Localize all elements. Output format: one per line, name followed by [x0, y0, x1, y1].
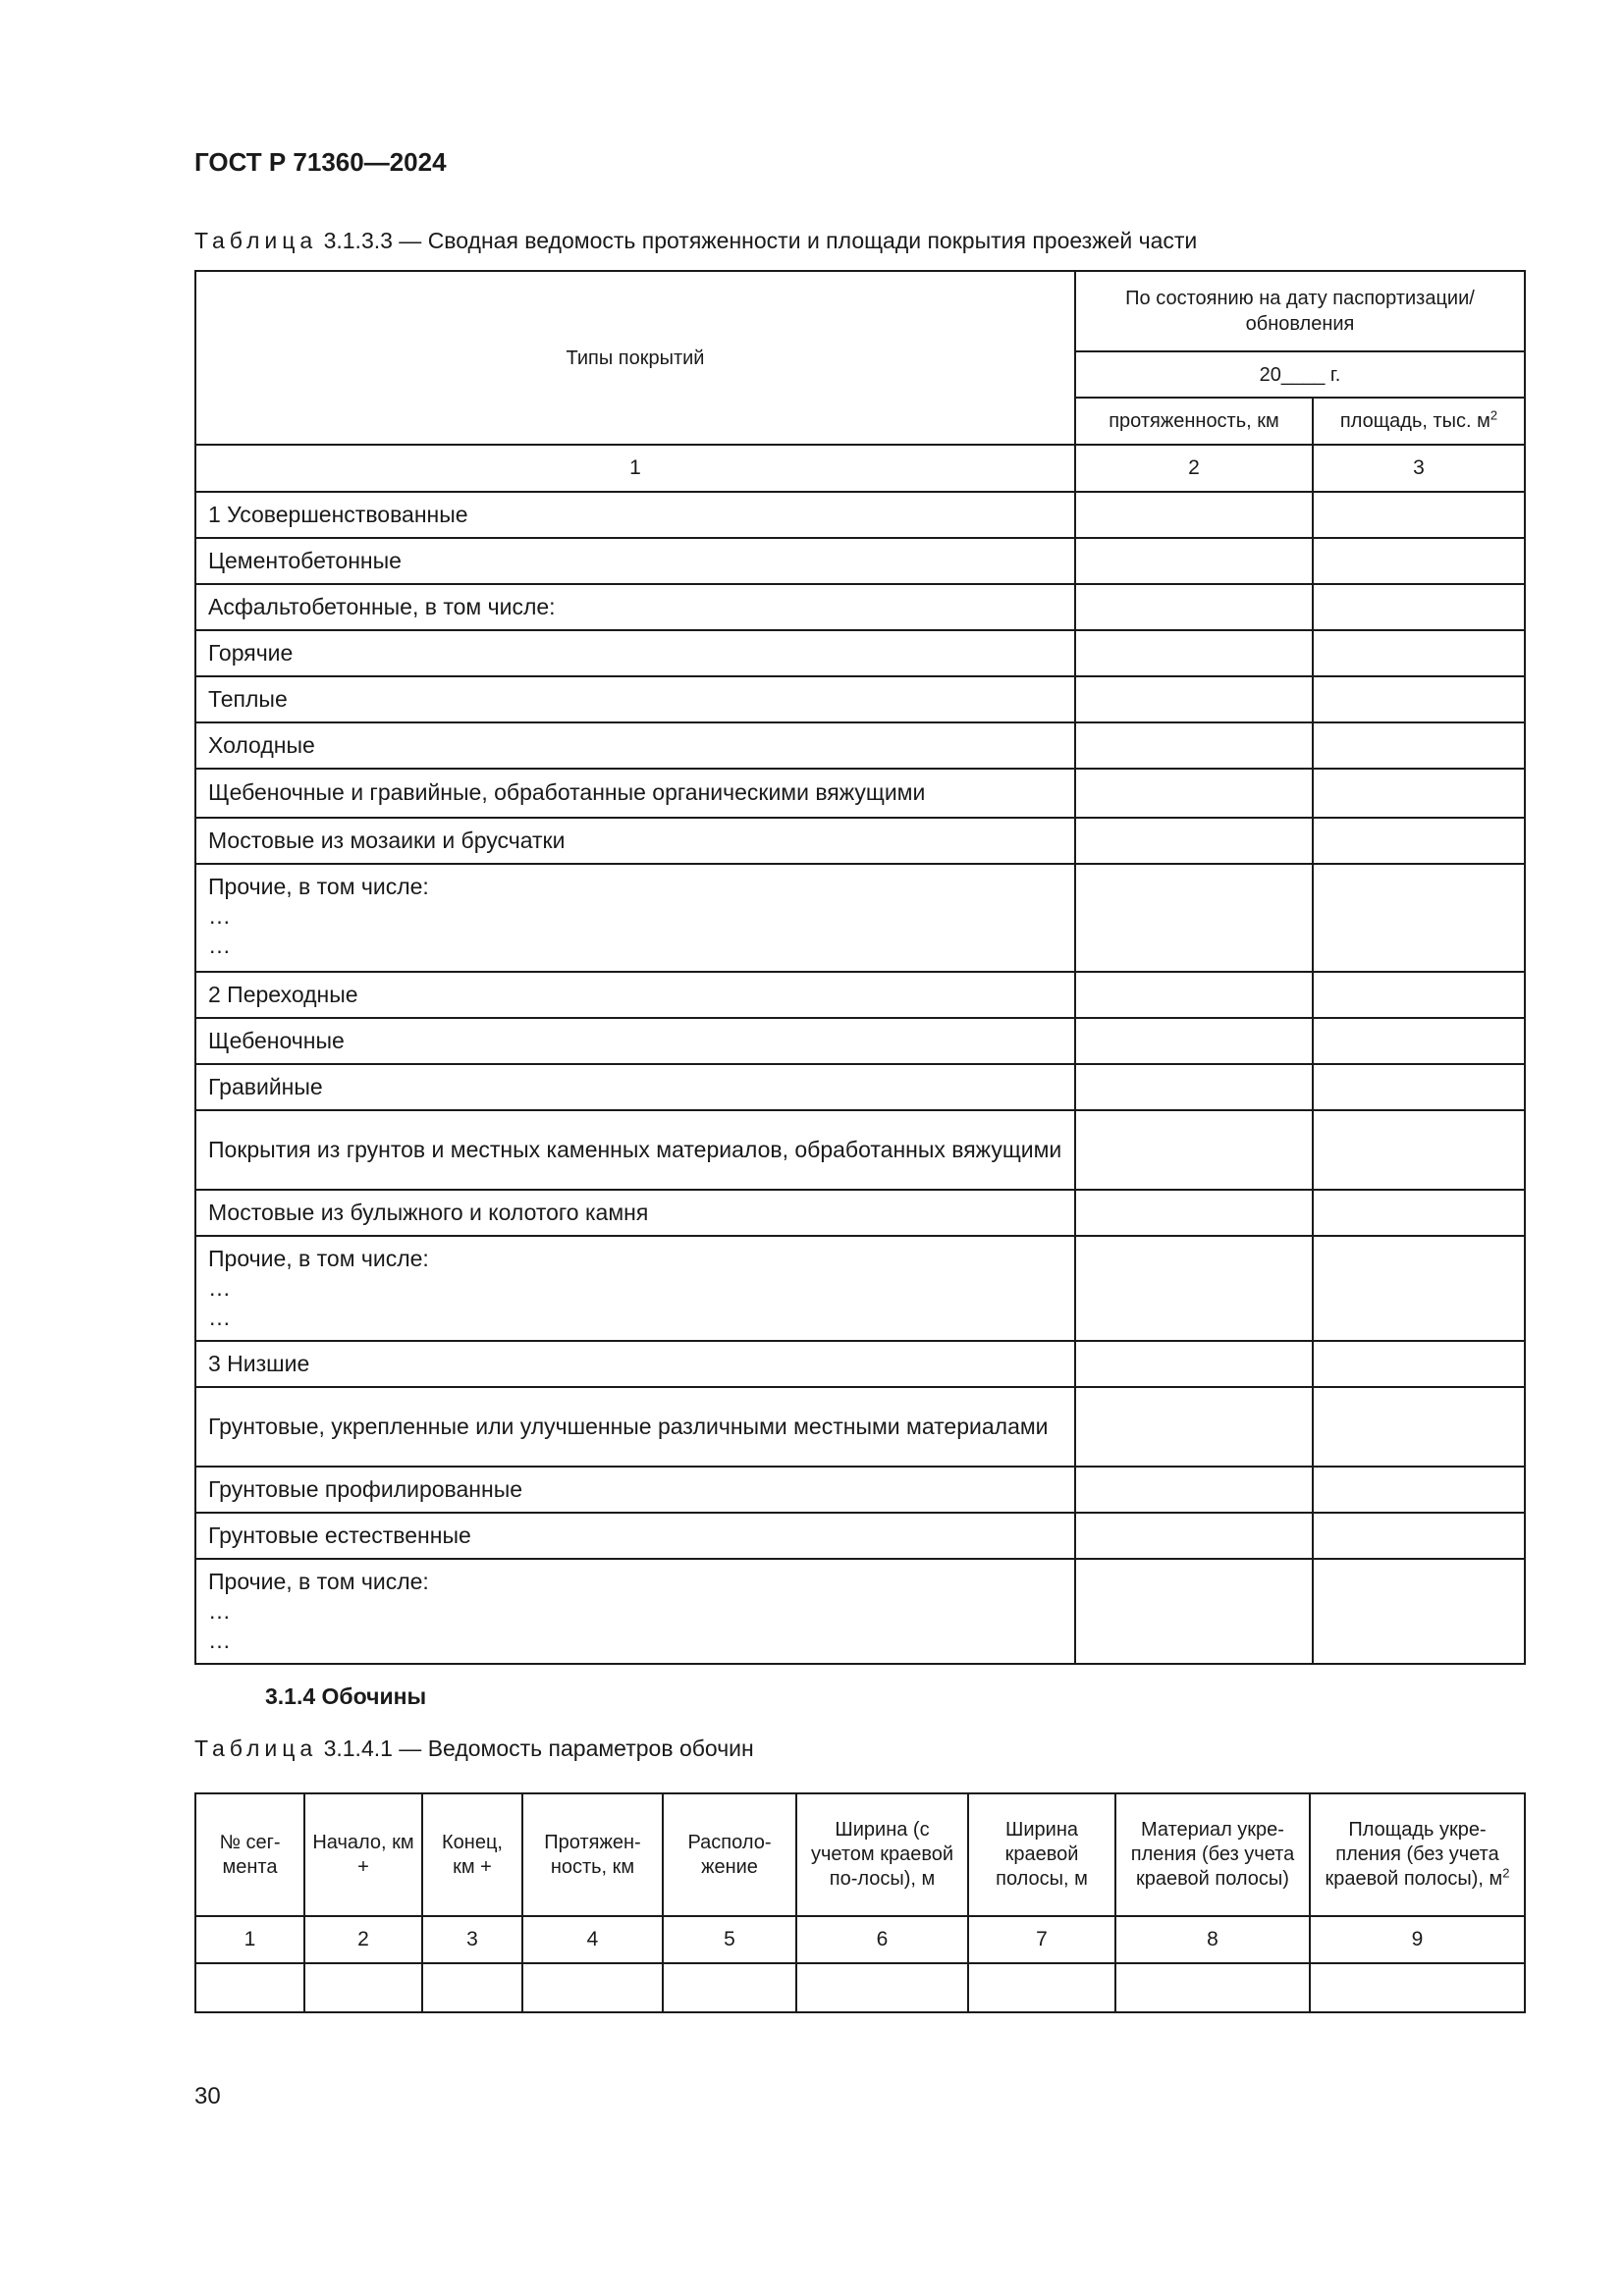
coverage-type-label: 2 Переходные [208, 981, 358, 1007]
table-caption [194, 1735, 754, 1762]
table-row [195, 1190, 1525, 1236]
coverage-type-cell [195, 1341, 1075, 1387]
area-value-cell [1313, 1341, 1525, 1387]
length-value-cell [1075, 1387, 1313, 1467]
coverage-type-label: Щебеночные и гравийные, обработанные органическими вяжущими [208, 779, 926, 806]
empty-cell [522, 1963, 663, 2012]
table-row [195, 864, 1525, 972]
col-header-edge-strip-width: Ширина краевой полосы, м [968, 1793, 1115, 1916]
area-value-cell [1313, 722, 1525, 769]
coverage-type-cell [195, 630, 1075, 676]
coverage-type-cell [195, 1387, 1075, 1467]
coverage-type-label: Грунтовые естественные [208, 1522, 471, 1548]
table-row [195, 1341, 1525, 1387]
table-row [195, 1387, 1525, 1467]
empty-cell [304, 1963, 422, 2012]
coverage-type-cell [195, 1513, 1075, 1559]
length-value-cell [1075, 1190, 1313, 1236]
caption-prefix: Таблица [194, 228, 318, 253]
area-value-cell [1313, 1110, 1525, 1190]
length-value-cell [1075, 1236, 1313, 1341]
col-header-length: Протяжен-ность, км [522, 1793, 663, 1916]
coverage-type-cell [195, 1190, 1075, 1236]
coverage-type-label: 1 Усовершенствованные [208, 501, 468, 527]
table-caption [194, 228, 1197, 254]
coverage-type-label: 3 Низшие [208, 1350, 310, 1376]
col-header-location: Располо-жение [663, 1793, 796, 1916]
col-header-segment-number: № сег-мента [195, 1793, 304, 1916]
year-label: 20____ г. [1075, 351, 1525, 398]
table-row [195, 630, 1525, 676]
coverage-type-label: Грунтовые профилированные [208, 1475, 523, 1502]
coverage-type-cell [195, 818, 1075, 864]
coverage-type-label: Мостовые из мозаики и брусчатки [208, 827, 566, 853]
col-header-area [1313, 398, 1525, 445]
area-value-cell [1313, 1467, 1525, 1513]
coverage-type-cell [195, 492, 1075, 538]
area-value-cell [1313, 769, 1525, 818]
ellipsis-line: … [208, 1627, 231, 1653]
col-number: 1 [195, 445, 1075, 492]
coverage-type-cell [195, 769, 1075, 818]
coverage-type-label: Мостовые из булыжного и колотого камня [208, 1199, 649, 1225]
table-row [195, 972, 1525, 1018]
coverage-type-cell [195, 584, 1075, 630]
ellipsis-line: … [208, 902, 231, 929]
col-header-end: Конец, км + [422, 1793, 522, 1916]
area-value-cell [1313, 492, 1525, 538]
table-row [195, 676, 1525, 722]
area-value-cell [1313, 1236, 1525, 1341]
coverage-type-label: Прочие, в том числе: [208, 1569, 429, 1594]
area-value-cell [1313, 1513, 1525, 1559]
col-header-area-text: площадь, тыс. м [1339, 410, 1490, 432]
table-row [195, 492, 1525, 538]
table-row [195, 538, 1525, 584]
coverage-type-label: Покрытия из грунтов и местных каменных материалов, обработанных вяжущими [208, 1136, 1062, 1162]
ellipsis-line: … [208, 1304, 231, 1330]
table-row [195, 1559, 1525, 1664]
area-value-cell [1313, 864, 1525, 972]
coverage-type-label: Асфальтобетонные, в том числе: [208, 593, 556, 619]
table-row [195, 1236, 1525, 1341]
col-number: 7 [968, 1916, 1115, 1963]
coverage-type-label: Прочие, в том числе: [208, 874, 429, 899]
coverage-type-label: Прочие, в том числе: [208, 1246, 429, 1271]
shoulder-parameters-table [194, 1792, 1526, 2013]
col-number: 6 [796, 1916, 968, 1963]
length-value-cell [1075, 1110, 1313, 1190]
coverage-type-cell [195, 1064, 1075, 1110]
table-row [195, 1513, 1525, 1559]
empty-cell [422, 1963, 522, 2012]
caption-text: 3.1.3.3 — Сводная ведомость протяженности и площади покрытия проезжей части [317, 228, 1198, 253]
col-number: 2 [304, 1916, 422, 1963]
col-number: 5 [663, 1916, 796, 1963]
length-value-cell [1075, 492, 1313, 538]
col-header-group-date: По состоянию на дату паспортизации/ обновления [1075, 271, 1525, 351]
coverage-type-label: Гравийные [208, 1073, 323, 1099]
col-header-area-sup: 2 [1489, 407, 1498, 423]
coverage-type-label: Холодные [208, 731, 315, 758]
length-value-cell [1075, 972, 1313, 1018]
length-value-cell [1075, 1467, 1313, 1513]
document-id: ГОСТ Р 71360—2024 [194, 147, 447, 177]
table-row [195, 584, 1525, 630]
table-row [195, 1110, 1525, 1190]
length-value-cell [1075, 818, 1313, 864]
length-value-cell [1075, 630, 1313, 676]
area-value-cell [1313, 1387, 1525, 1467]
empty-cell [796, 1963, 968, 2012]
length-value-cell [1075, 1018, 1313, 1064]
length-value-cell [1075, 584, 1313, 630]
length-value-cell [1075, 864, 1313, 972]
coverage-type-label: Горячие [208, 639, 294, 666]
length-value-cell [1075, 1064, 1313, 1110]
empty-cell [1115, 1963, 1310, 2012]
length-value-cell [1075, 769, 1313, 818]
empty-cell [663, 1963, 796, 2012]
coverage-type-cell [195, 1018, 1075, 1064]
col-number: 2 [1075, 445, 1313, 492]
area-value-cell [1313, 1559, 1525, 1664]
area-value-cell [1313, 1190, 1525, 1236]
caption-prefix: Таблица [194, 1735, 318, 1761]
coverage-type-cell [195, 1467, 1075, 1513]
table-row [195, 818, 1525, 864]
length-value-cell [1075, 1513, 1313, 1559]
col-number: 4 [522, 1916, 663, 1963]
coverage-type-cell [195, 1236, 1075, 1341]
coverage-type-label: Грунтовые, укрепленные или улучшенные различными местными материалами [208, 1413, 1049, 1439]
col-header-reinforcement-area [1310, 1793, 1525, 1916]
coverage-type-cell [195, 676, 1075, 722]
page-number: 30 [194, 2083, 221, 2109]
ellipsis-line: … [208, 1274, 231, 1301]
col-number: 3 [1313, 445, 1525, 492]
col-header-reinforcement-area-text: Площадь укре-пления (без учета краевой полосы), м [1325, 1819, 1503, 1890]
table-row [195, 722, 1525, 769]
coverage-type-cell [195, 864, 1075, 972]
area-value-cell [1313, 630, 1525, 676]
coverage-summary-table [194, 270, 1526, 1665]
col-number: 9 [1310, 1916, 1525, 1963]
coverage-type-label: Цементобетонные [208, 547, 402, 573]
col-header-width: Ширина (с учетом краевой по-лосы), м [796, 1793, 968, 1916]
area-value-cell [1313, 538, 1525, 584]
area-value-cell [1313, 1018, 1525, 1064]
coverage-type-cell [195, 972, 1075, 1018]
table-row [195, 1018, 1525, 1064]
length-value-cell [1075, 1341, 1313, 1387]
length-value-cell [1075, 538, 1313, 584]
ellipsis-line: … [208, 1597, 231, 1624]
coverage-type-label: Теплые [208, 685, 288, 712]
col-number: 1 [195, 1916, 304, 1963]
area-value-cell [1313, 1064, 1525, 1110]
col-header-reinforcement-area-sup: 2 [1502, 1865, 1510, 1881]
area-value-cell [1313, 676, 1525, 722]
empty-cell [968, 1963, 1115, 2012]
table-row [195, 1467, 1525, 1513]
coverage-type-cell [195, 722, 1075, 769]
col-number: 3 [422, 1916, 522, 1963]
col-header-length: протяженность, км [1075, 398, 1313, 445]
col-header-coverage-types: Типы покрытий [195, 271, 1075, 445]
coverage-type-cell [195, 1559, 1075, 1664]
area-value-cell [1313, 584, 1525, 630]
table-row [195, 769, 1525, 818]
area-value-cell [1313, 818, 1525, 864]
col-header-reinforcement-material: Материал укре-пления (без учета краевой полосы) [1115, 1793, 1310, 1916]
caption-text: 3.1.4.1 — Ведомость параметров обочин [317, 1735, 754, 1761]
col-header-start: Начало, км + [304, 1793, 422, 1916]
length-value-cell [1075, 676, 1313, 722]
table-row [195, 1064, 1525, 1110]
length-value-cell [1075, 722, 1313, 769]
area-value-cell [1313, 972, 1525, 1018]
empty-cell [1310, 1963, 1525, 2012]
col-number: 8 [1115, 1916, 1310, 1963]
coverage-type-cell [195, 1110, 1075, 1190]
ellipsis-line: … [208, 932, 231, 958]
empty-cell [195, 1963, 304, 2012]
coverage-type-label: Щебеночные [208, 1027, 345, 1053]
length-value-cell [1075, 1559, 1313, 1664]
section-heading: 3.1.4 Обочины [265, 1683, 427, 1709]
coverage-type-cell [195, 538, 1075, 584]
